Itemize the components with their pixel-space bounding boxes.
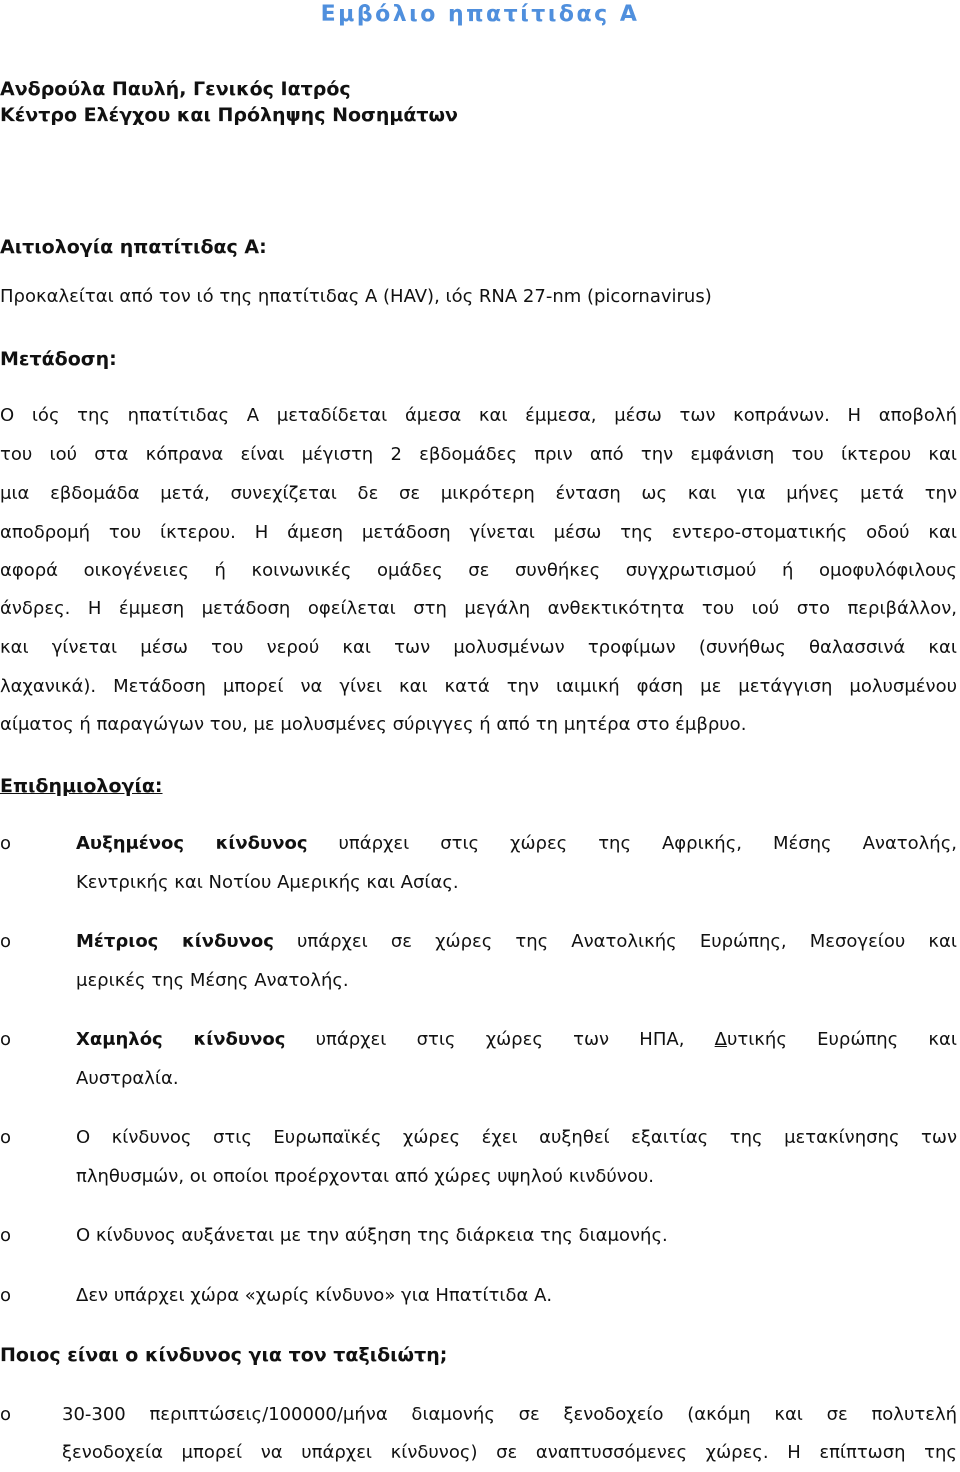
bullet-text: Ο κίνδυνος στις Ευρωπαϊκές χώρες έχει αυξηθεί εξαιτίας της μετακίνησης των: [76, 1127, 957, 1148]
bullet-marker: o: [0, 1404, 12, 1425]
bullet-text: Δεν υπάρχει χώρα «χωρίς κίνδυνο» για Ηπατίτιδα Α.: [76, 1285, 553, 1306]
bullet-text: Αυστραλία.: [76, 1068, 179, 1089]
risk-level-low: Χαμηλός κίνδυνος: [76, 1029, 286, 1050]
traveler-heading: Ποιος είναι ο κίνδυνος για τον ταξιδιώτη;: [0, 1344, 448, 1366]
author-organization: Κέντρο Ελέγχου και Πρόληψης Νοσημάτων: [0, 104, 458, 126]
bullet-text: Ο κίνδυνος αυξάνεται με την αύξηση της διάρκεια της διαμονής.: [76, 1225, 668, 1246]
bullet-text: Μέτριος κίνδυνος υπάρχει σε χώρες της Ανατολικής Ευρώπης, Μεσογείου και: [76, 931, 957, 952]
bullet-text: Αυξημένος κίνδυνος υπάρχει στις χώρες της Αφρικής, Μέσης Ανατολής,: [76, 833, 957, 854]
risk-level-medium: Μέτριος κίνδυνος: [76, 931, 274, 952]
epidemiology-heading: Επιδημιολογία:: [0, 775, 163, 797]
etiology-text: Προκαλείται από τον ιό της ηπατίτιδας Α (HAV), ιός RNA 27-nm (picornavirus): [0, 286, 712, 307]
bullet-marker: o: [0, 1225, 12, 1246]
transmission-line: αποδρομή του ίκτερου. Η άμεση μετάδοση γίνεται μέσω της εντερο-στοματικής οδού και: [0, 522, 957, 543]
bullet-text: 30-300 περιπτώσεις/100000/μήνα διαμονής σε ξενοδοχείο (ακόμη και σε πολυτελή: [62, 1404, 957, 1425]
transmission-line: αίματος ή παραγώγων του, με μολυσμένες σύριγγες ή από τη μητέρα στο έμβρυο.: [0, 714, 747, 735]
author-name: Ανδρούλα Παυλή, Γενικός Ιατρός: [0, 78, 351, 100]
bullet-text: μερικές της Μέσης Ανατολής.: [76, 970, 349, 991]
bullet-marker: o: [0, 1127, 12, 1148]
transmission-line: λαχανικά). Μετάδοση μπορεί να γίνει και κατά την ιαιμική φάση με μετάγγιση μολυσμένου: [0, 676, 957, 697]
bullet-marker: o: [0, 1029, 12, 1050]
bullet-marker: o: [0, 931, 12, 952]
etiology-heading: Αιτιολογία ηπατίτιδας Α:: [0, 236, 267, 258]
transmission-line: άνδρες. Η έμμεση μετάδοση οφείλεται στη μεγάλη ανθεκτικότητα του ιού στο περιβάλλον,: [0, 598, 957, 619]
transmission-heading: Μετάδοση:: [0, 348, 117, 370]
bullet-marker: o: [0, 1285, 12, 1306]
transmission-line: αφορά οικογένειες ή κοινωνικές ομάδες σε συνθήκες συγχρωτισμού ή ομοφυλόφιλους: [0, 560, 957, 581]
document-title: Εμβόλιο ηπατίτιδας Α: [320, 2, 640, 27]
transmission-line: του ιού στα κόπρανα είναι μέγιστη 2 εβδομάδες πριν από την εμφάνιση του ίκτερου και: [0, 444, 957, 465]
bullet-text: Χαμηλός κίνδυνος υπάρχει στις χώρες των ΗΠΑ, Δυτικής Ευρώπης και: [76, 1029, 957, 1050]
transmission-line: μια εβδομάδα μετά, συνεχίζεται δε σε μικρότερη ένταση ως και για μήνες μετά την: [0, 483, 957, 504]
bullet-marker: o: [0, 833, 12, 854]
bullet-text: Κεντρικής και Νοτίου Αμερικής και Ασίας.: [76, 872, 459, 893]
transmission-line: Ο ιός της ηπατίτιδας Α μεταδίδεται άμεσα και έμμεσα, μέσω των κοπράνων. Η αποβολή: [0, 405, 957, 426]
risk-level-high: Αυξημένος κίνδυνος: [76, 833, 308, 854]
transmission-line: και γίνεται μέσω του νερού και των μολυσμένων τροφίμων (συνήθως θαλασσινά και: [0, 637, 957, 658]
bullet-text: ξενοδοχεία μπορεί να υπάρχει κίνδυνος) σε αναπτυσσόμενες χώρες. Η επίπτωση της: [62, 1442, 957, 1463]
bullet-text: πληθυσμών, οι οποίοι προέρχονται από χώρες υψηλού κινδύνου.: [76, 1166, 655, 1187]
